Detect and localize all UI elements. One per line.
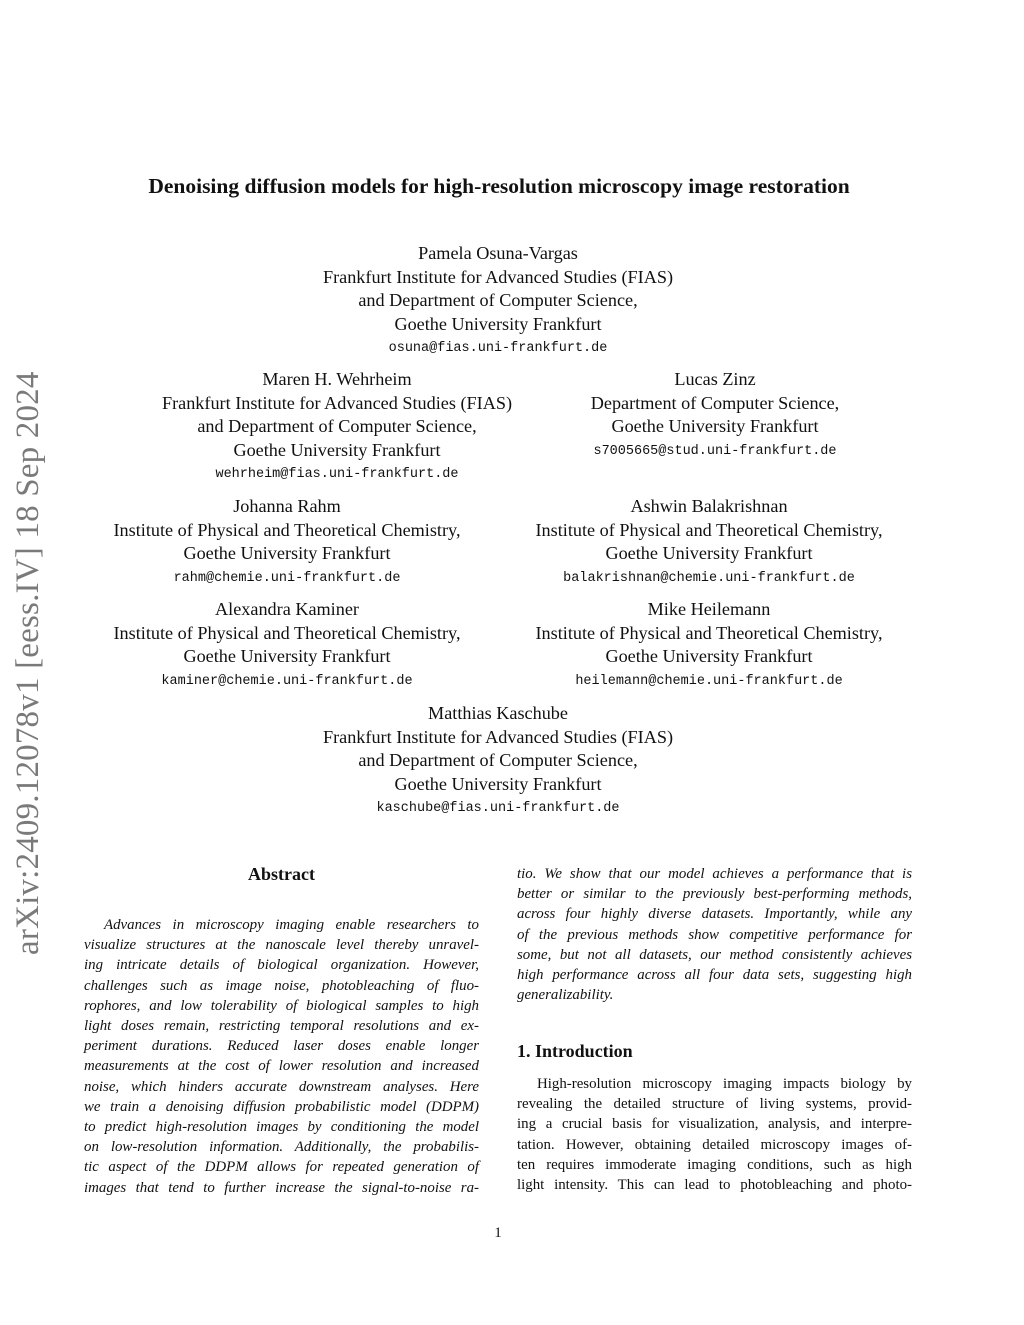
author-email[interactable]: rahm@chemie.uni-frankfurt.de [173,570,401,586]
abstract-line: some, but not all datasets, our method consistently achieves [517,946,912,963]
section-heading-introduction: 1. Introduction [517,1041,633,1061]
author-affiliation: Department of Computer Science, [590,392,840,413]
author-block [112,368,562,486]
abstract-line: across four highly diverse datasets. Importantly, while any [517,906,912,923]
abstract-line: better or similar to the previously best-performing methods, [517,886,912,903]
abstract-line: periment durations. Reduced laser doses enable longer [84,1038,479,1055]
abstract-line: generalizability. [517,987,614,1004]
author-affiliation: Frankfurt Institute for Advanced Studies (FIAS) [161,392,513,413]
paper-title: Denoising diffusion models for high-resolution microscopy image restoration [148,174,850,198]
author-block [499,598,919,693]
author-affiliation: Goethe University Frankfurt [605,543,813,563]
author-name: Matthias Kaschube [428,703,568,723]
author-block [555,368,875,463]
intro-line: ten requires immoderate imaging conditions, such as high [517,1156,912,1173]
author-name: Johanna Rahm [233,496,341,516]
intro-line: revealing the detailed structure of living systems, provid- [517,1096,912,1113]
abstract-line: we train a denoising diffusion probabilistic model (DDPM) [84,1098,479,1115]
abstract-line: visualize structures at the nanoscale level thereby unravel- [84,937,479,954]
author-affiliation: Institute of Physical and Theoretical Chemistry, [535,622,883,643]
abstract-line: light doses remain, restricting temporal resolutions and ex- [84,1018,479,1035]
author-email[interactable]: osuna@fias.uni-frankfurt.de [388,341,608,356]
author-affiliation: Goethe University Frankfurt [611,416,819,436]
abstract-line: challenges such as image noise, photobleaching of fluo- [84,977,479,994]
author-affiliation: Frankfurt Institute for Advanced Studies (FIAS) [322,266,674,287]
author-name: Pamela Osuna-Vargas [418,243,578,263]
author-affiliation: Goethe University Frankfurt [394,773,602,794]
page-number: 1 [494,1225,502,1241]
author-affiliation: Goethe University Frankfurt [605,646,813,666]
author-name: Lucas Zinz [674,369,756,389]
abstract-line: noise, which hinders accurate downstream analyses. Here [84,1078,479,1095]
author-email[interactable]: kaschube@fias.uni-frankfurt.de [376,801,620,816]
author-name: Maren H. Wehrheim [262,369,412,389]
author-affiliation: Goethe University Frankfurt [394,313,602,334]
abstract-line: tio. We show that our model achieves a performance that is [517,866,912,882]
author-affiliation: Goethe University Frankfurt [233,439,441,460]
author-block [77,495,497,590]
arxiv-stamp: arXiv:2409.12078v1 [eess.IV] 18 Sep 2024 [10,371,46,955]
abstract-line: Advances in microscopy imaging enable researchers to [104,917,479,933]
abstract-line: high performance across all four data sets, suggesting high [517,967,912,984]
intro-line: tation. However, obtaining detailed microscopy images of- [517,1136,912,1153]
author-affiliation: Frankfurt Institute for Advanced Studies (FIAS) [322,726,674,747]
author-name: Mike Heilemann [647,599,771,619]
author-affiliation: and Department of Computer Science, [197,416,477,436]
author-block [499,495,919,590]
abstract-line: to predict high-resolution images by conditioning the model [84,1119,479,1136]
intro-line: light intensity. This can lead to photobleaching and photo- [517,1177,912,1194]
author-block [248,242,748,360]
intro-line: ing a crucial basis for visualization, analysis, and interpre- [517,1116,912,1133]
author-block [77,598,497,693]
abstract-line: rophores, and low tolerability of biological samples to high [84,997,479,1014]
author-email[interactable]: wehrheim@fias.uni-frankfurt.de [215,467,459,482]
author-affiliation: Goethe University Frankfurt [183,543,391,563]
abstract-heading: Abstract [248,864,315,884]
author-block [248,702,748,820]
author-affiliation: Institute of Physical and Theoretical Chemistry, [113,622,461,643]
introduction-text [517,1074,912,1195]
author-name: Ashwin Balakrishnan [630,496,788,516]
author-email[interactable]: heilemann@chemie.uni-frankfurt.de [575,673,843,689]
abstract-line: on low-resolution information. Additionally, the probabilis- [84,1139,479,1156]
author-email[interactable]: balakrishnan@chemie.uni-frankfurt.de [563,570,855,586]
author-affiliation: Institute of Physical and Theoretical Chemistry, [113,519,461,540]
abstract-line: of the previous methods show competitive performance for [517,926,912,943]
author-affiliation: and Department of Computer Science, [358,750,638,770]
author-affiliation: Goethe University Frankfurt [183,646,391,666]
author-name: Alexandra Kaminer [215,599,359,619]
intro-line: High-resolution microscopy imaging impacts biology by [537,1076,912,1092]
abstract-line: tic aspect of the DDPM allows for repeated generation of [84,1159,479,1176]
author-email[interactable]: s7005665@stud.uni-frankfurt.de [593,443,837,459]
author-email[interactable]: kaminer@chemie.uni-frankfurt.de [161,673,413,689]
author-affiliation: Institute of Physical and Theoretical Chemistry, [535,519,883,540]
abstract-right-column [517,864,912,1005]
abstract-line: images that tend to further increase the signal-to-noise ra- [84,1179,479,1196]
abstract-line: measurements at the cost of lower resolution and increased [84,1058,479,1075]
abstract-line: ing intricate details of biological organization. However, [84,957,479,974]
author-affiliation: and Department of Computer Science, [358,290,638,310]
abstract-left-column [84,915,479,1198]
